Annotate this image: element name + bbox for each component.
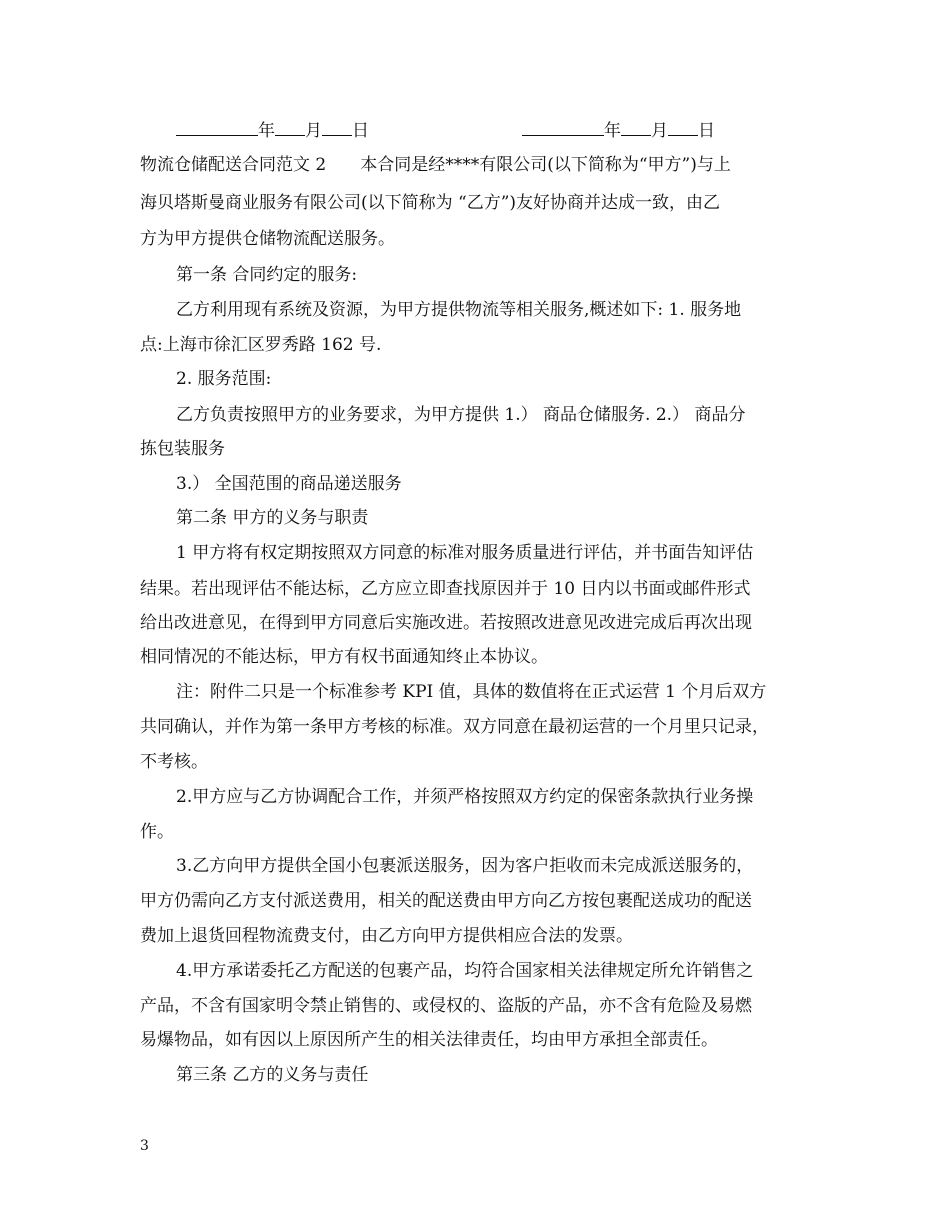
body-line: 点:上海市徐汇区罗秀路 162 号. <box>140 335 382 355</box>
body-line: 产品，不含有国家明令禁止销售的、或侵权的、盗版的产品，亦不含有危险及易燃 <box>140 996 752 1016</box>
signature-date-left: 年 月 日 <box>176 121 369 141</box>
body-line: 共同确认，并作为第一条甲方考核的标准。双方同意在最初运营的一个月里只记录， <box>140 717 769 737</box>
body-line: 给出改进意见，在得到甲方同意后实施改进。若按照改进意见改进完成后再次出现 <box>140 613 752 633</box>
day-blank <box>668 121 698 136</box>
year-blank <box>176 121 258 136</box>
body-line: 相同情况的不能达标，甲方有权书面通知终止本协议。 <box>140 647 548 667</box>
body-line: 4.甲方承诺委托乙方配送的包裹产品，均符合国家相关法律规定所允许销售之 <box>176 961 754 981</box>
day-blank <box>322 121 352 136</box>
body-line: 3.） 全国范围的商品递送服务 <box>176 474 402 494</box>
section-heading: 第一条 合同约定的服务: <box>176 265 358 285</box>
body-line: 乙方负责按照甲方的业务要求，为甲方提供 1.） 商品仓储服务. 2.） 商品分 <box>176 405 746 425</box>
body-line: 费加上退货回程物流费支付，由乙方向甲方提供相应合法的发票。 <box>140 926 633 946</box>
body-line: 3.乙方向甲方提供全国小包裹派送服务，因为客户拒收而未完成派送服务的， <box>176 856 754 876</box>
body-line: 2.甲方应与乙方协调配合工作，并须严格按照双方约定的保密条款执行业务操 <box>176 787 754 807</box>
body-line: 甲方仍需向乙方支付派送费用，相关的配送费由甲方向乙方按包裹配送成功的配送 <box>140 891 752 911</box>
page-number: 3 <box>140 1138 149 1154</box>
body-line: 方为甲方提供仓储物流配送服务。 <box>140 229 395 249</box>
section-heading: 第二条 甲方的义务与职责 <box>176 508 369 528</box>
body-line: 物流仓储配送合同范文 2 本合同是经****有限公司(以下简称为“甲方”)与上 <box>140 155 731 175</box>
body-line: 注：附件二只是一个标准参考 KPI 值，具体的数值将在正式运营 1 个月后双方 <box>176 682 767 702</box>
section-heading: 第三条 乙方的义务与责任 <box>176 1065 369 1085</box>
month-blank <box>275 121 305 136</box>
signature-date-right: 年 月 日 <box>522 121 715 141</box>
body-line: 作。 <box>140 822 174 842</box>
body-line: 1 甲方将有权定期按照双方同意的标准对服务质量进行评估，并书面告知评估 <box>176 543 754 563</box>
body-line: 海贝塔斯曼商业服务有限公司(以下简称为 “乙方”)友好协商并达成一致，由乙 <box>140 193 721 213</box>
body-line: 结果。若出现评估不能达标，乙方应立即查找原因并于 10 日内以书面或邮件形式 <box>140 579 751 599</box>
body-line: 不考核。 <box>140 752 208 772</box>
month-blank <box>621 121 651 136</box>
body-line: 拣包装服务 <box>140 439 225 459</box>
year-blank <box>522 121 604 136</box>
body-line: 2. 服务范围: <box>176 369 272 389</box>
body-line: 易爆物品，如有因以上原因所产生的相关法律责任，均由甲方承担全部责任。 <box>140 1030 718 1050</box>
body-line: 乙方利用现有系统及资源，为甲方提供物流等相关服务,概述如下: 1. 服务地 <box>176 300 742 320</box>
